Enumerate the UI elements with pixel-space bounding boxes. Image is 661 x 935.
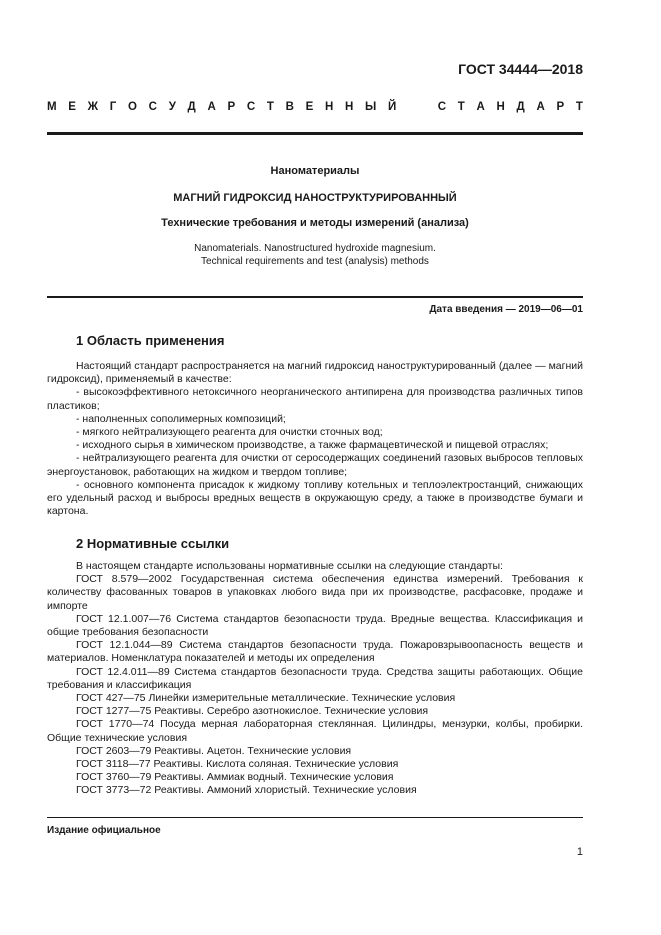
banner-letter: А xyxy=(536,101,545,113)
section-2-body xyxy=(47,560,583,798)
english-title-line: Nanomaterials. Nanostructured hydroxide magnesium. xyxy=(194,243,436,254)
reference-item: ГОСТ 3118—77 Реактивы. Кислота соляная. Технические условия xyxy=(76,758,399,771)
standard-category-banner xyxy=(47,101,583,113)
reference-item: ГОСТ 1277—75 Реактивы. Серебро азотнокислое. Технические условия xyxy=(76,705,429,718)
section-1-heading: 1 Область применения xyxy=(76,333,225,348)
banner-letter: Р xyxy=(227,101,236,113)
list-item: - мягкого нейтрализующего реагента для очистки сточных вод; xyxy=(76,426,383,439)
document-subtitle: Технические требования и методы измерений (анализа) xyxy=(161,217,469,229)
reference-item: ГОСТ 12.1.007—76 Система стандартов безопасности труда. Вредные вещества. Классификация и общие требования безопасности xyxy=(47,612,583,639)
banner-letter: Т xyxy=(457,101,465,113)
section-1-body xyxy=(47,360,583,518)
reference-item: ГОСТ 2603—79 Реактивы. Ацетон. Технические условия xyxy=(76,744,352,757)
reference-item: ГОСТ 1770—74 Посуда мерная лабораторная стеклянная. Цилиндры, мензурки, колбы, пробирки. Общие технические условия xyxy=(47,718,583,744)
reference-item: ГОСТ 12.4.011—89 Система стандартов безопасности труда. Средства защиты работающих. Общие требования и классификация xyxy=(47,665,583,691)
list-item: - высокоэффективного нетоксичного неорганического антипирена для производства различных типов пластиков; xyxy=(47,386,583,412)
reference-item: ГОСТ 8.579—2002 Государственная система обеспечения единства измерений. Требования к количеству фасованных товаров в упаковках любого вида при их производстве, расфасовке, продаже и импорте xyxy=(47,573,583,612)
title-divider xyxy=(47,296,583,298)
banner-letter: Д xyxy=(516,101,525,113)
banner-letter: Т xyxy=(266,101,274,113)
document-title: МАГНИЙ ГИДРОКСИД НАНОСТРУКТУРИРОВАННЫЙ xyxy=(173,192,457,204)
official-edition-label: Издание официальное xyxy=(47,825,161,836)
english-title xyxy=(47,242,583,268)
list-item: - нейтрализующего реагента для очистки от серосодержащих соединений газовых выбросов тепловых энергоустановок, работающих на жидком и твердом топливе; xyxy=(47,452,583,478)
standard-number: ГОСТ 34444—2018 xyxy=(458,61,583,77)
banner-letter: А xyxy=(207,101,216,113)
banner-letter: Ж xyxy=(87,101,99,113)
document-topic: Наноматериалы xyxy=(270,165,360,177)
reference-item: ГОСТ 12.1.044—89 Система стандартов безопасности труда. Пожаровзрывоопасность веществ и материалов. Номенклатура показателей и методы их определения xyxy=(47,639,583,665)
banner-letter: Е xyxy=(68,101,76,113)
paragraph: Настоящий стандарт распространяется на магний гидроксид наноструктурированный (далее — магний гидроксид), применяемый в качестве: xyxy=(47,360,583,386)
banner-letter: У xyxy=(168,101,176,113)
banner-letter: В xyxy=(285,101,294,113)
banner-letter: Г xyxy=(109,101,117,113)
banner-letter: Д xyxy=(187,101,196,113)
banner-letter: С xyxy=(148,101,157,113)
list-item: - исходного сырья в химическом производстве, а также фармацевтической и пищевой отраслях; xyxy=(76,439,549,452)
reference-item: ГОСТ 3773—72 Реактивы. Аммоний хлористый. Технические условия xyxy=(76,784,417,797)
banner-letter: А xyxy=(476,101,485,113)
banner-letter: Н xyxy=(496,101,505,113)
banner-letter: Н xyxy=(324,101,334,113)
paragraph: В настоящем стандарте использованы нормативные ссылки на следующие стандарты: xyxy=(76,560,503,572)
banner-letter: Е xyxy=(305,101,314,113)
banner-letter: Й xyxy=(387,101,397,113)
banner-letter: Н xyxy=(345,101,354,113)
banner-gap xyxy=(408,101,411,113)
banner-letter: Р xyxy=(556,101,565,113)
banner-gap xyxy=(423,101,426,113)
banner-letter: Ы xyxy=(365,101,377,113)
banner-letter: М xyxy=(47,101,57,113)
page-number: 1 xyxy=(576,846,583,858)
list-item: - основного компонента присадок к жидкому топливу котельных и теплоэлектростанций, снижающих его удельный расход и выбросы вредных веществ в окружающую среду, а также в производстве бумаги и картона. xyxy=(47,478,583,518)
list-item: - наполненных сополимерных композиций; xyxy=(76,412,286,425)
banner-letter: С xyxy=(437,101,447,113)
english-title-line: Technical requirements and test (analysis) methods xyxy=(201,256,429,267)
footer-divider xyxy=(47,817,583,818)
reference-item: ГОСТ 3760—79 Реактивы. Аммиак водный. Технические условия xyxy=(76,771,394,784)
reference-item: ГОСТ 427—75 Линейки измерительные металлические. Технические условия xyxy=(76,692,456,705)
introduction-date: Дата введения — 2019—06—01 xyxy=(429,304,583,315)
banner-letter: С xyxy=(246,101,256,113)
banner-letter: О xyxy=(128,101,137,113)
banner-letter: Т xyxy=(575,101,583,113)
section-2-heading: 2 Нормативные ссылки xyxy=(76,536,230,551)
header-divider xyxy=(47,132,583,135)
